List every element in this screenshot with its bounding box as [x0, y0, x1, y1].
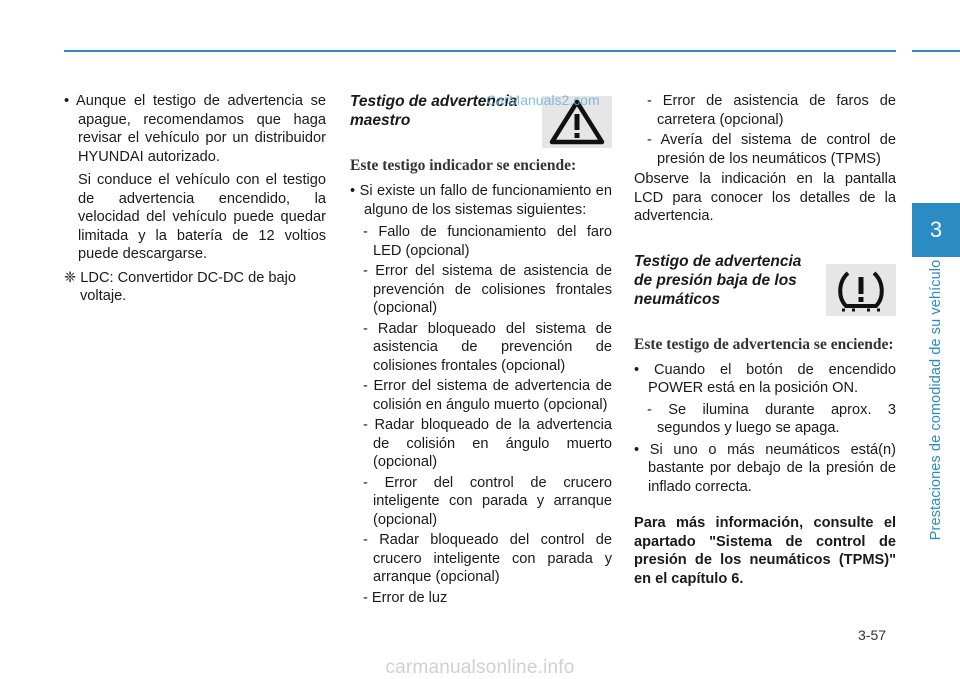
- col3-paragraph: Observe la indicación en la pantalla LCD para conocer los detalles de la advertencia.: [634, 171, 896, 224]
- watermark-footer: carmanualsonline.info: [385, 657, 575, 678]
- tpms-reference: Para más información, consulte el apartado "Sistema de control de presión de los neumáticos (TPMS)" en el capítulo 6.: [634, 515, 896, 587]
- page-number: 3-57: [858, 627, 887, 643]
- chapter-number-tab: 3: [912, 203, 960, 257]
- tpms-warning-title: Testigo de advertencia de presión baja de los neumáticos: [634, 252, 802, 308]
- tpms-bullet-2: • Si uno o más neumáticos está(n) bastante por debajo de la presión de inflado correcta.: [634, 441, 896, 495]
- column-1: [64, 92, 326, 306]
- chapter-sidebar: [912, 0, 960, 676]
- list-item: - Error del sistema de asistencia de prevención de colisiones frontales (opcional): [363, 263, 612, 316]
- list-item: - Error del control de crucero inteligente con parada y arranque (opcional): [363, 474, 612, 528]
- master-warning-title: Testigo de advertencia maestro: [350, 93, 518, 129]
- tpms-sub-item: - Se ilumina durante aprox. 3 segundos y luego se apaga.: [647, 401, 896, 436]
- list-item: - Fallo de funcionamiento del faro LED (opcional): [363, 224, 612, 259]
- tpms-icon-box: [826, 264, 896, 316]
- tire-pressure-icon: [826, 264, 896, 316]
- list-item: - Radar bloqueado del control de crucero inteligente con parada y arranque (opcional): [363, 532, 612, 585]
- column-3: [634, 92, 896, 588]
- col1-paragraph: Si conduce el vehículo con el testigo de advertencia encendido, la velocidad del vehículo puede quedar limitada y la batería de 12 voltios puede descargarse.: [78, 172, 326, 262]
- col1-bullet: • Aunque el testigo de advertencia se apague, recomendamos que haga revisar el vehículo por un distribuidor HYUNDAI autorizado.: [64, 93, 327, 165]
- list-item: - Avería del sistema de control de presión de los neumáticos (TPMS): [647, 132, 896, 167]
- list-item: - Error de luz: [363, 589, 448, 606]
- list-item: - Radar bloqueado de la advertencia de colisión en ángulo muerto (opcional): [363, 417, 612, 470]
- tpms-warning-subhead: Este testigo de advertencia se enciende:: [634, 335, 894, 353]
- header-rule: [64, 50, 896, 52]
- sidebar-rule: [912, 50, 960, 52]
- col1-note: ❈ LDC: Convertidor DC-DC de bajo voltaje.: [64, 269, 297, 304]
- list-item: - Error de asistencia de faros de carretera (opcional): [647, 93, 896, 128]
- watermark-top: CarManuals2.com: [486, 92, 600, 108]
- tpms-bullet-1: • Cuando el botón de encendido POWER está en la posición ON.: [634, 361, 896, 396]
- master-warning-subhead: Este testigo indicador se enciende:: [350, 157, 577, 174]
- chapter-title: Prestaciones de comodidad de su vehículo: [928, 259, 944, 541]
- master-warning-bullet: • Si existe un fallo de funcionamiento en alguno de los sistemas siguientes:: [350, 183, 612, 218]
- list-item: - Error del sistema de advertencia de colisión en ángulo muerto (opcional): [363, 378, 612, 413]
- column-2: [350, 92, 612, 607]
- list-item: - Radar bloqueado del sistema de asistencia de prevención de colisiones frontales (opcional): [363, 320, 612, 374]
